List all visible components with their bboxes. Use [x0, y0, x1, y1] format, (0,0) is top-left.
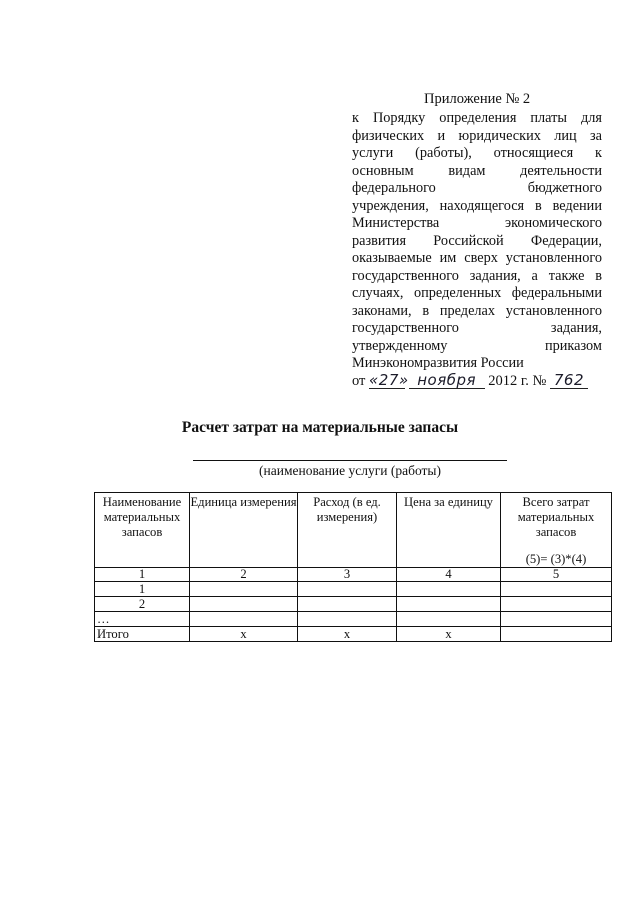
order-reference	[352, 371, 588, 391]
appendix-line: услуги (работы), относящиеся к	[352, 145, 602, 161]
header-material-name: Наименование материальных запасов	[95, 493, 190, 568]
table-cell	[501, 597, 612, 612]
table-row	[95, 582, 612, 597]
table-cell: 2	[95, 597, 190, 612]
table-row	[95, 612, 612, 627]
column-number: 2	[190, 568, 298, 582]
appendix-text	[352, 110, 602, 373]
table-cell: х	[190, 627, 298, 642]
order-year-text: 2012 г. №	[488, 373, 547, 389]
appendix-line: законами, в пределах установленного	[352, 302, 602, 319]
table-cell: х	[397, 627, 501, 642]
order-prefix: от	[352, 373, 366, 389]
table-cell: 1	[95, 582, 190, 597]
order-day-handwritten: «27»	[369, 371, 409, 389]
column-number: 4	[397, 568, 501, 582]
appendix-line: федерального бюджетного	[352, 180, 602, 196]
header-total-formula: (5)= (3)*(4)	[525, 552, 587, 566]
table-row	[95, 597, 612, 612]
appendix-line: Министерства экономического	[352, 215, 602, 231]
appendix-line: основным видам деятельности	[352, 162, 602, 179]
table-cell: х	[298, 627, 397, 642]
appendix-line: учреждения, находящегося в ведении	[352, 197, 602, 214]
total-label: Итого	[95, 627, 190, 642]
column-number: 1	[95, 568, 190, 582]
table-cell	[298, 582, 397, 597]
order-month-handwritten: ноября	[409, 373, 485, 389]
table-cell: …	[95, 612, 190, 627]
appendix-line: Минэкономразвития России	[352, 355, 524, 371]
header-total-cost-label: Всего затрат материальных запасов	[517, 495, 595, 539]
appendix-line: государственного задания,	[352, 320, 602, 336]
table-cell	[501, 612, 612, 627]
order-number-handwritten: 762	[550, 373, 588, 389]
header-unit: Единица измерения	[190, 493, 298, 568]
table-cell	[397, 612, 501, 627]
table-cell	[397, 597, 501, 612]
appendix-title: Приложение № 2	[424, 91, 531, 107]
table-header-row	[95, 493, 612, 568]
appendix-line: физических и юридических лиц за	[352, 127, 602, 144]
material-costs-table	[94, 492, 612, 642]
header-total-cost	[501, 493, 612, 568]
column-number-row	[95, 568, 612, 582]
appendix-line: случаях, определенных федеральными	[352, 285, 602, 301]
appendix-line: государственного задания, а также в	[352, 267, 602, 284]
service-name-caption: (наименование услуги (работы)	[259, 463, 441, 478]
appendix-line: развития Российской Федерации,	[352, 232, 602, 249]
table-cell	[298, 612, 397, 627]
column-number: 5	[501, 568, 612, 582]
table-total-row	[95, 627, 612, 642]
header-consumption: Расход (в ед. измерения)	[298, 493, 397, 568]
table-cell	[501, 582, 612, 597]
table-cell	[298, 597, 397, 612]
table-cell	[397, 582, 501, 597]
table-cell	[190, 582, 298, 597]
service-name-blank-line	[193, 460, 507, 461]
table-cell	[501, 627, 612, 642]
document-title: Расчет затрат на материальные запасы	[181, 419, 459, 436]
table-cell	[190, 612, 298, 627]
appendix-line: к Порядку определения платы для	[352, 110, 602, 126]
header-unit-price: Цена за единицу	[397, 493, 501, 568]
appendix-line: утвержденному приказом	[352, 337, 602, 354]
column-number: 3	[298, 568, 397, 582]
appendix-line: оказываемые им сверх установленного	[352, 250, 602, 266]
table-cell	[190, 597, 298, 612]
